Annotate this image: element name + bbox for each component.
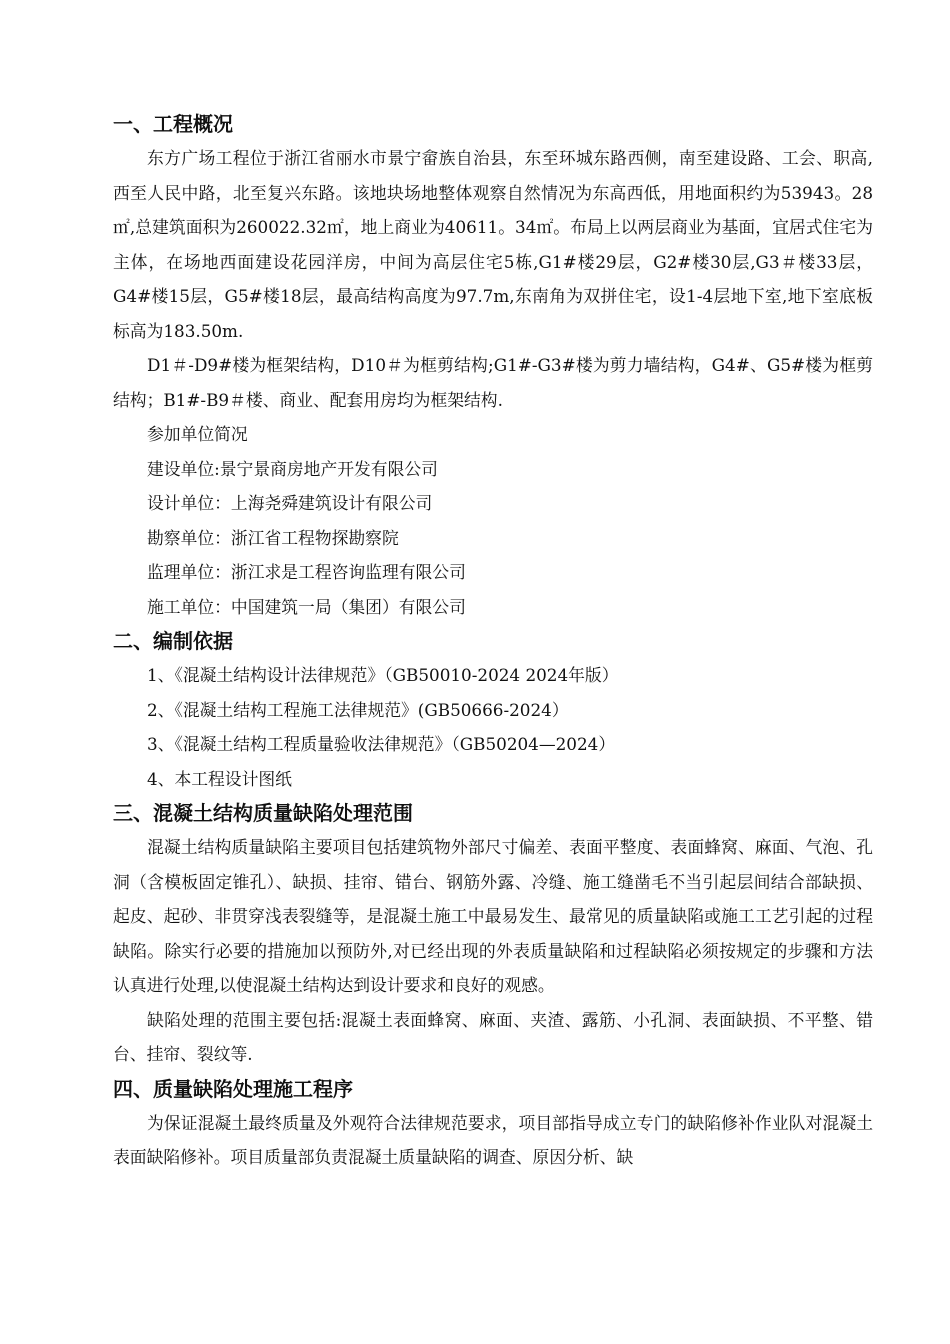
section-basis — [113, 624, 873, 796]
participant-designer: 设计单位：上海尧舜建筑设计有限公司 — [147, 493, 433, 513]
section-heading: 三、混凝土结构质量缺陷处理范围 — [113, 801, 413, 825]
section-defect-scope — [113, 796, 873, 1072]
section-heading: 二、编制依据 — [113, 629, 233, 653]
basis-item: 2、《混凝土结构工程施工法律规范》(GB50666-2024） — [147, 699, 569, 720]
overview-paragraph-2: D1＃-D9#楼为框架结构，D10＃为框剪结构;G1#-G3#楼为剪力墙结构，G4#、G5#楼为框剪结构；B1#-B9＃楼、商业、配套用房均为框架结构. — [113, 355, 873, 410]
section-overview — [113, 107, 873, 624]
basis-item: 1、《混凝土结构设计法律规范》（GB50010-2024 2024年版） — [147, 665, 619, 685]
section-procedure — [113, 1072, 873, 1175]
basis-item: 4、本工程设计图纸 — [147, 768, 292, 789]
procedure-paragraph-1: 为保证混凝土最终质量及外观符合法律规范要求，项目部指导成立专门的缺陷修补作业队对混凝土表面缺陷修补。项目质量部负责混凝土质量缺陷的调查、原因分析、缺 — [113, 1112, 873, 1167]
document-page — [113, 107, 873, 1175]
scope-paragraph-2: 缺陷处理的范围主要包括:混凝土表面蜂窝、麻面、夹渣、露筋、小孔洞、表面缺损、不平整、错台、挂帘、裂纹等. — [113, 1009, 873, 1064]
participants-title: 参加单位简况 — [147, 424, 248, 444]
participant-supervisor: 监理单位：浙江求是工程咨询监理有限公司 — [147, 562, 466, 582]
section-heading: 四、质量缺陷处理施工程序 — [113, 1076, 353, 1101]
overview-paragraph-1: 东方广场工程位于浙江省丽水市景宁畲族自治县，东至环城东路西侧，南至建设路、工会、职高,西至人民中路，北至复兴东路。该地块场地整体观察自然情况为东高西低，用地面积约为53943。28㎡,总建筑面积为260022.32㎡，地上商业为40611。34㎡。布局上以两层商业为基面，宜居式住宅为主体，在场地西面建设花园洋房，中间为高层住宅5栋,G1#楼29层，G2#楼30层,G3＃楼33层，G4#楼15层，G5#楼18层，最高结构高度为97.7m,东南角为双拼住宅，设1-4层地下室,地下室底板标高为183.50m. — [113, 148, 873, 341]
basis-item: 3、《混凝土结构工程质量验收法律规范》（GB50204—2024） — [147, 734, 616, 754]
section-heading: 一、工程概况 — [113, 112, 233, 136]
participant-owner: 建设单位:景宁景商房地产开发有限公司 — [147, 458, 438, 479]
participant-surveyor: 勘察单位：浙江省工程物探勘察院 — [147, 527, 399, 548]
scope-paragraph-1: 混凝土结构质量缺陷主要项目包括建筑物外部尺寸偏差、表面平整度、表面蜂窝、麻面、气泡、孔洞（含模板固定锥孔）、缺损、挂帘、错台、钢筋外露、冷缝、施工缝凿毛不当引起层间结合部缺损、起皮、起砂、非贯穿浅表裂缝等，是混凝土施工中最易发生、最常见的质量缺陷或施工工艺引起的过程缺陷。除实行必要的措施加以预防外,对已经出现的外表质量缺陷和过程缺陷必须按规定的步骤和方法认真进行处理,以使混凝土结构达到设计要求和良好的观感。 — [113, 837, 873, 995]
participant-contractor: 施工单位：中国建筑一局（集团）有限公司 — [147, 596, 466, 617]
